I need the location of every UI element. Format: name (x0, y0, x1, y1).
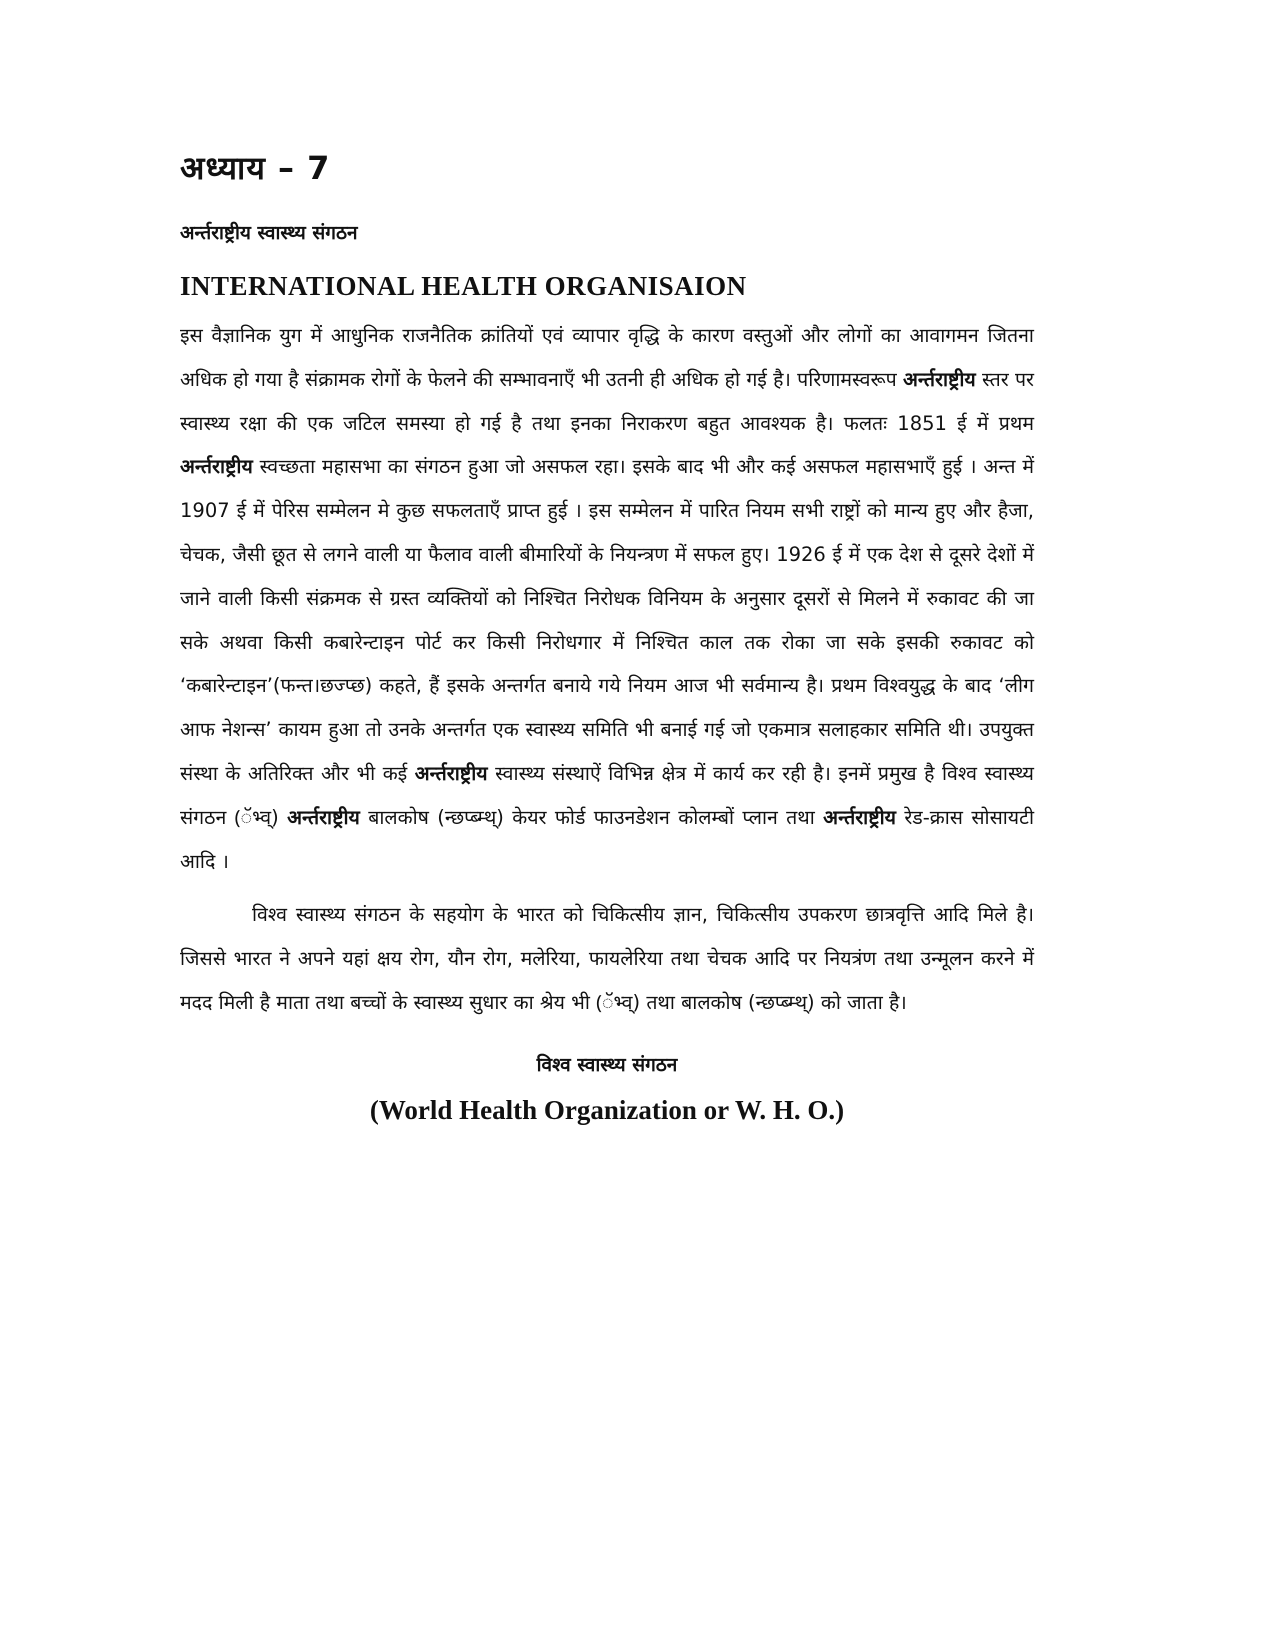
english-title: INTERNATIONAL HEALTH ORGANISAION (180, 271, 747, 301)
para1-bold-7: अर्न्तराष्ट्रीय (287, 805, 360, 829)
para1-text-4: स्वच्छता महासभा का संगठन हुआ जो असफल रहा। इसके बाद भी और कई असफल महासभाएँ हुई । अन्त में 1907 ई में पेरिस सम्मेलन मे कुछ सफलताएँ प्राप्त हुई । इस सम्मेलन में पारित नियम सभी राष्ट्रों को मान्य हुए और हैजा, चेचक, जैसी छूत से लगने वाली या फैलाव वाली बीमारियों के नियन्त्रण में सफल हुए। 1926 ई में एक देश से दूसरे देशों में जाने वाली किसी संक्रमक से ग्रस्त व्यक्तियों को निश्चित निरोधक विनियम के अनुसार दूसरों से मिलने में रुकावट की जा सके अथवा किसी कबारेन्टाइन पोर्ट कर किसी निरोधगार में निश्चित काल तक रोका जा सके इसकी रुकावट को ‘कबारेन्टाइन’(फन्त।छज्प्छ) कहते, हैं इसके अन्तर्गत बनाये गये नियम आज भी सर्वमान्य है। प्रथम विश्वयुद्ध के बाद ‘लीग आफ नेशन्स’ कायम हुआ तो उनके अन्तर्गत एक स्वास्थ्य समिति भी बनाई गई जो एकमात्र सलाहकार समिति थी। उपयुक्त संस्था के अतिरिक्त और भी कई (180, 455, 1034, 785)
paragraph-2: विश्व स्वास्थ्य संगठन के सहयोग के भारत को चिकित्सीय ज्ञान, चिकित्सीय उपकरण छात्रवृत्ति आदि मिले है। जिससे भारत ने अपने यहां क्षय रोग, यौन रोग, मलेरिया, फायलेरिया तथा चेचक आदि पर नियत्रंण तथा उन्मूलन करने में मदद मिली है माता तथा बच्चों के स्वास्थ्य सुधार का श्रेय भी (ॅभ्व्) तथा बालकोष (न्छप्ब्म्थ्) को जाता है। (180, 903, 1034, 1014)
paragraph-1 (180, 314, 1034, 883)
para1-text-10: रेड-क्रास सोसायटी आदि । (180, 805, 1034, 873)
para1-text-0: इस वैज्ञानिक युग में आधुनिक राजनैतिक क्रांतियों एवं व्यापार वृद्धि के कारण वस्तुओं और लोगों का आवागमन जितना अधिक हो गया है संक्रामक रोगों के फेलने की सम्भावनाएँ भी उतनी ही अधिक हो गई है। परिणामस्वरूप (180, 324, 1034, 391)
section-heading-hindi: विश्व स्वास्थ्य संगठन (536, 1053, 678, 1076)
para1-bold-5: अर्न्तराष्ट्रीय (414, 761, 488, 785)
para1-bold-9: अर्न्तराष्ट्रीय (823, 805, 896, 829)
para1-text-2: स्तर पर स्वास्थ्य रक्षा की एक जटिल समस्या हो गई है तथा इनका निराकरण बहुत आवश्यक है। फलतः 1851 ई में प्रथम (180, 367, 1034, 435)
section-heading-english: (World Health Organization or W. H. O.) (369, 1094, 845, 1125)
para1-text-6: स्वास्थ्य संस्थाऐं विभिन्न क्षेत्र में कार्य कर रही है। इनमें प्रमुख है विश्व स्वास्थ्य संगठन (ॅभ्व्) (180, 761, 1034, 829)
para1-text-8: बालकोष (न्छप्ब्म्थ्) केयर फोर्ड फाउनडेशन कोलम्बों प्लान तथा (359, 805, 824, 829)
hindi-subtitle: अर्न्तराष्ट्रीय स्वास्थ्य संगठन (180, 222, 358, 244)
chapter-heading: अध्याय – 7 (180, 149, 331, 187)
para1-bold-1: अर्न्तराष्ट्रीय (902, 367, 976, 391)
para1-bold-3: अर्न्तराष्ट्रीय (180, 455, 253, 479)
document-page (180, 140, 1034, 1126)
